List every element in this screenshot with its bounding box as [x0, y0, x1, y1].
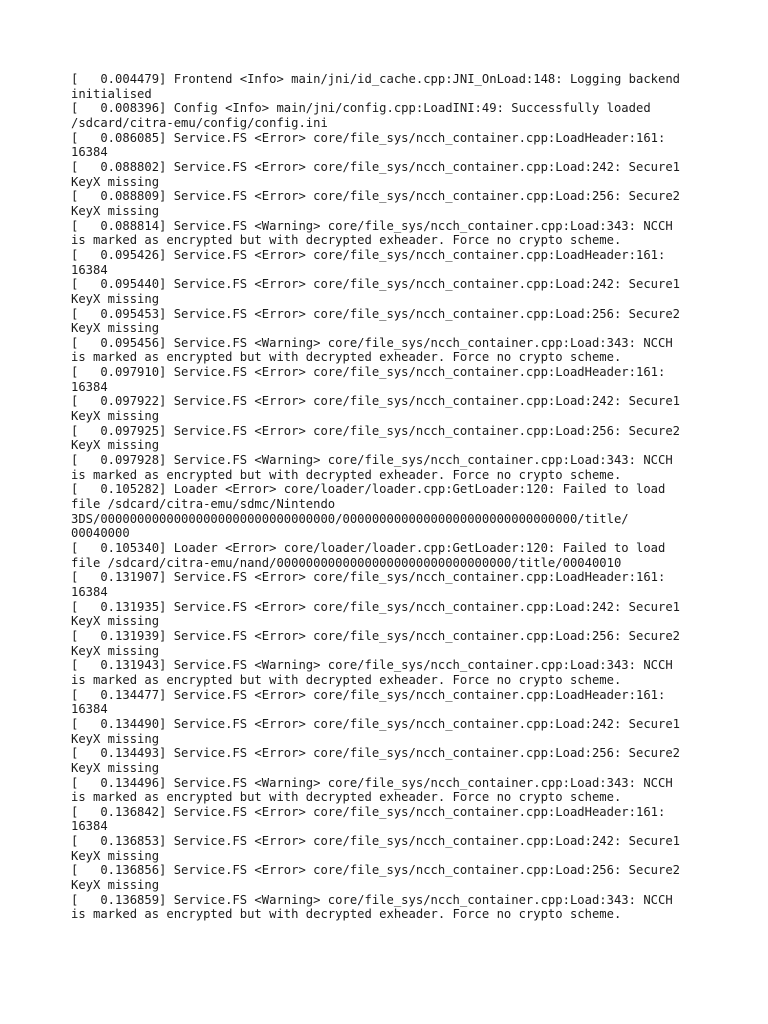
- log-line: KeyX missing: [71, 878, 160, 893]
- log-line: 16384: [71, 819, 108, 834]
- log-line: is marked as encrypted but with decrypted exheader. Force no crypto scheme.: [71, 350, 622, 365]
- log-line: is marked as encrypted but with decrypted exheader. Force no crypto scheme.: [71, 233, 622, 248]
- log-line: [ 0.131939] Service.FS <Error> core/file_sys/ncch_container.cpp:Load:256: Secure2: [71, 628, 681, 643]
- log-line: 16384: [71, 262, 108, 277]
- log-line: [ 0.134493] Service.FS <Error> core/file_sys/ncch_container.cpp:Load:256: Secure2: [71, 746, 681, 761]
- log-line: KeyX missing: [71, 321, 160, 336]
- log-line: [ 0.136842] Service.FS <Error> core/file_sys/ncch_container.cpp:LoadHeader:161:: [71, 804, 666, 819]
- log-line: [ 0.097910] Service.FS <Error> core/file_sys/ncch_container.cpp:LoadHeader:161:: [71, 365, 666, 380]
- log-line: /sdcard/citra-emu/config/config.ini: [71, 115, 328, 130]
- log-line: [ 0.088809] Service.FS <Error> core/file_sys/ncch_container.cpp:Load:256: Secure2: [71, 189, 681, 204]
- log-line: initialised: [71, 86, 152, 101]
- log-line: [ 0.131907] Service.FS <Error> core/file_sys/ncch_container.cpp:LoadHeader:161:: [71, 570, 666, 585]
- log-line: [ 0.008396] Config <Info> main/jni/config.cpp:LoadINI:49: Successfully loaded: [71, 101, 651, 116]
- log-line: [ 0.095426] Service.FS <Error> core/file_sys/ncch_container.cpp:LoadHeader:161:: [71, 247, 666, 262]
- log-line: 16384: [71, 584, 108, 599]
- log-line: [ 0.105282] Loader <Error> core/loader/loader.cpp:GetLoader:120: Failed to load: [71, 482, 666, 497]
- log-line: [ 0.136853] Service.FS <Error> core/file_sys/ncch_container.cpp:Load:242: Secure1: [71, 834, 681, 849]
- log-line: 16384: [71, 702, 108, 717]
- log-line: KeyX missing: [71, 643, 160, 658]
- log-line: KeyX missing: [71, 760, 160, 775]
- log-line: 16384: [71, 379, 108, 394]
- log-line: KeyX missing: [71, 409, 160, 424]
- log-line: [ 0.097928] Service.FS <Warning> core/file_sys/ncch_container.cpp:Load:343: NCCH: [71, 453, 673, 468]
- log-line: KeyX missing: [71, 203, 160, 218]
- log-line: [ 0.131943] Service.FS <Warning> core/file_sys/ncch_container.cpp:Load:343: NCCH: [71, 658, 673, 673]
- log-line: is marked as encrypted but with decrypted exheader. Force no crypto scheme.: [71, 672, 622, 687]
- log-line: KeyX missing: [71, 291, 160, 306]
- log-line: [ 0.004479] Frontend <Info> main/jni/id_cache.cpp:JNI_OnLoad:148: Logging backend: [71, 72, 681, 86]
- log-line: [ 0.086085] Service.FS <Error> core/file_sys/ncch_container.cpp:LoadHeader:161:: [71, 130, 666, 145]
- log-line: [ 0.095440] Service.FS <Error> core/file_sys/ncch_container.cpp:Load:242: Secure1: [71, 277, 681, 292]
- log-line: file /sdcard/citra-emu/sdmc/Nintendo: [71, 497, 336, 512]
- log-line: 00040000: [71, 526, 130, 541]
- log-line: is marked as encrypted but with decrypted exheader. Force no crypto scheme.: [71, 467, 622, 482]
- log-line: is marked as encrypted but with decrypted exheader. Force no crypto scheme.: [71, 790, 622, 805]
- log-line: [ 0.134490] Service.FS <Error> core/file_sys/ncch_container.cpp:Load:242: Secure1: [71, 716, 681, 731]
- log-line: file /sdcard/citra-emu/nand/00000000000000000000000000000000/title/00040010: [71, 555, 622, 570]
- log-line: [ 0.088814] Service.FS <Warning> core/file_sys/ncch_container.cpp:Load:343: NCCH: [71, 218, 673, 233]
- log-line: [ 0.134477] Service.FS <Error> core/file_sys/ncch_container.cpp:LoadHeader:161:: [71, 687, 666, 702]
- log-line: is marked as encrypted but with decrypted exheader. Force no crypto scheme.: [71, 907, 622, 922]
- log-document: [71, 72, 721, 922]
- log-line: KeyX missing: [71, 731, 160, 746]
- log-line: KeyX missing: [71, 614, 160, 629]
- log-line: [ 0.097922] Service.FS <Error> core/file_sys/ncch_container.cpp:Load:242: Secure1: [71, 394, 681, 409]
- log-line: [ 0.136856] Service.FS <Error> core/file_sys/ncch_container.cpp:Load:256: Secure2: [71, 863, 681, 878]
- log-line: [ 0.131935] Service.FS <Error> core/file_sys/ncch_container.cpp:Load:242: Secure1: [71, 599, 681, 614]
- log-line: KeyX missing: [71, 438, 160, 453]
- log-line: [ 0.134496] Service.FS <Warning> core/file_sys/ncch_container.cpp:Load:343: NCCH: [71, 775, 673, 790]
- log-line: KeyX missing: [71, 174, 160, 189]
- log-line: 16384: [71, 145, 108, 160]
- log-line: [ 0.088802] Service.FS <Error> core/file_sys/ncch_container.cpp:Load:242: Secure1: [71, 159, 681, 174]
- log-line: 3DS/00000000000000000000000000000000/00000000000000000000000000000000/title/: [71, 511, 629, 526]
- log-line: KeyX missing: [71, 848, 160, 863]
- log-line: [ 0.095453] Service.FS <Error> core/file_sys/ncch_container.cpp:Load:256: Secure2: [71, 306, 681, 321]
- log-line: [ 0.095456] Service.FS <Warning> core/file_sys/ncch_container.cpp:Load:343: NCCH: [71, 335, 673, 350]
- log-line: [ 0.105340] Loader <Error> core/loader/loader.cpp:GetLoader:120: Failed to load: [71, 541, 666, 555]
- log-line: [ 0.097925] Service.FS <Error> core/file_sys/ncch_container.cpp:Load:256: Secure2: [71, 423, 681, 438]
- log-line: [ 0.136859] Service.FS <Warning> core/file_sys/ncch_container.cpp:Load:343: NCCH: [71, 892, 673, 907]
